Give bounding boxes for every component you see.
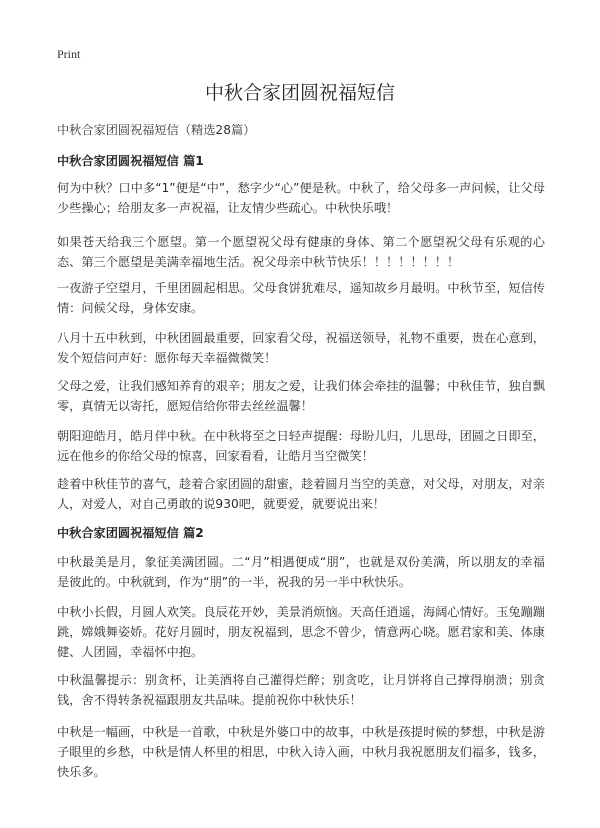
section-heading-1: 中秋合家团圆祝福短信 篇1 [57,154,204,168]
paragraph: 中秋温馨提示：别贪杯，让美酒将自己灌得烂醉；别贪吃，让月饼将自己撑得崩溃；别贪钱，舍不得转条祝福跟朋友共品味。提前祝你中秋快乐！ [57,673,545,707]
paragraph: 朝阳迎皓月，皓月伴中秋。在中秋将至之日轻声提醒：母盼儿归，儿思母，团圆之日即至，远在他乡的你给父母的惊喜，回家看看，让皓月当空微笑！ [57,429,545,463]
paragraph: 父母之爱，让我们感知养育的艰辛；朋友之爱，让我们体会牵挂的温馨；中秋佳节，独自飘零，真情无以寄托，愿短信给你带去丝丝温馨！ [57,379,545,413]
paragraph: 何为中秋？口中多“1”便是“中”，愁字少“心”便是秋。中秋了，给父母多一声问候，让父母少些操心；给朋友多一声祝福，让友情少些疏心。中秋快乐哦！ [57,181,545,215]
paragraph: 如果苍天给我三个愿望。第一个愿望祝父母有健康的身体、第二个愿望祝父母有乐观的心态、第三个愿望是美满幸福地生活。祝父母亲中秋节快乐！！！！！！！！ [57,235,545,269]
paragraph: 中秋是一幅画，中秋是一首歌，中秋是外婆口中的故事，中秋是孩提时候的梦想，中秋是游子眼里的乡愁，中秋是情人杯里的相思，中秋入诗入画，中秋月我祝愿朋友们福多，钱多，快乐多。 [57,725,545,779]
paragraph: 中秋小长假，月圆人欢笑。良辰花开妙，美景消烦恼。天高任逍遥，海阔心情好。玉兔蹦蹦跳，嫦娥舞姿娇。花好月圆时，朋友祝福到，思念不曾少，情意两心晓。愿君家和美、体康健、人团圆，幸福怀中抱。 [57,605,545,659]
print-link[interactable]: Print [57,47,81,61]
paragraph: 八月十五中秋到，中秋团圆最重要，回家看父母，祝福送领导，礼物不重要，贵在心意到，发个短信问声好：愿你每天幸福微微笑！ [57,331,545,365]
section-heading-2: 中秋合家团圆祝福短信 篇2 [57,526,204,540]
document-subtitle: 中秋合家团圆祝福短信（精选28篇） [57,123,256,137]
paragraph: 中秋最美是月，象征美满团圆。二“月”相遇便成“朋”，也就是双份美满，所以朋友的幸福是彼此的。中秋就到，作为“朋”的一半，祝我的另一半中秋快乐。 [57,555,545,589]
page-title: 中秋合家团圆祝福短信 [204,82,395,104]
paragraph: 一夜游子空望月，千里团圆起相思。父母食饼犹难尽，遥知故乡月最明。中秋节至，短信传情：问候父母，身体安康。 [57,281,545,315]
paragraph: 趁着中秋佳节的喜气，趁着合家团圆的甜蜜，趁着圆月当空的美意，对父母，对朋友，对亲人，对爱人，对自己勇敢的说930吧，就要爱，就要说出来！ [57,477,545,511]
